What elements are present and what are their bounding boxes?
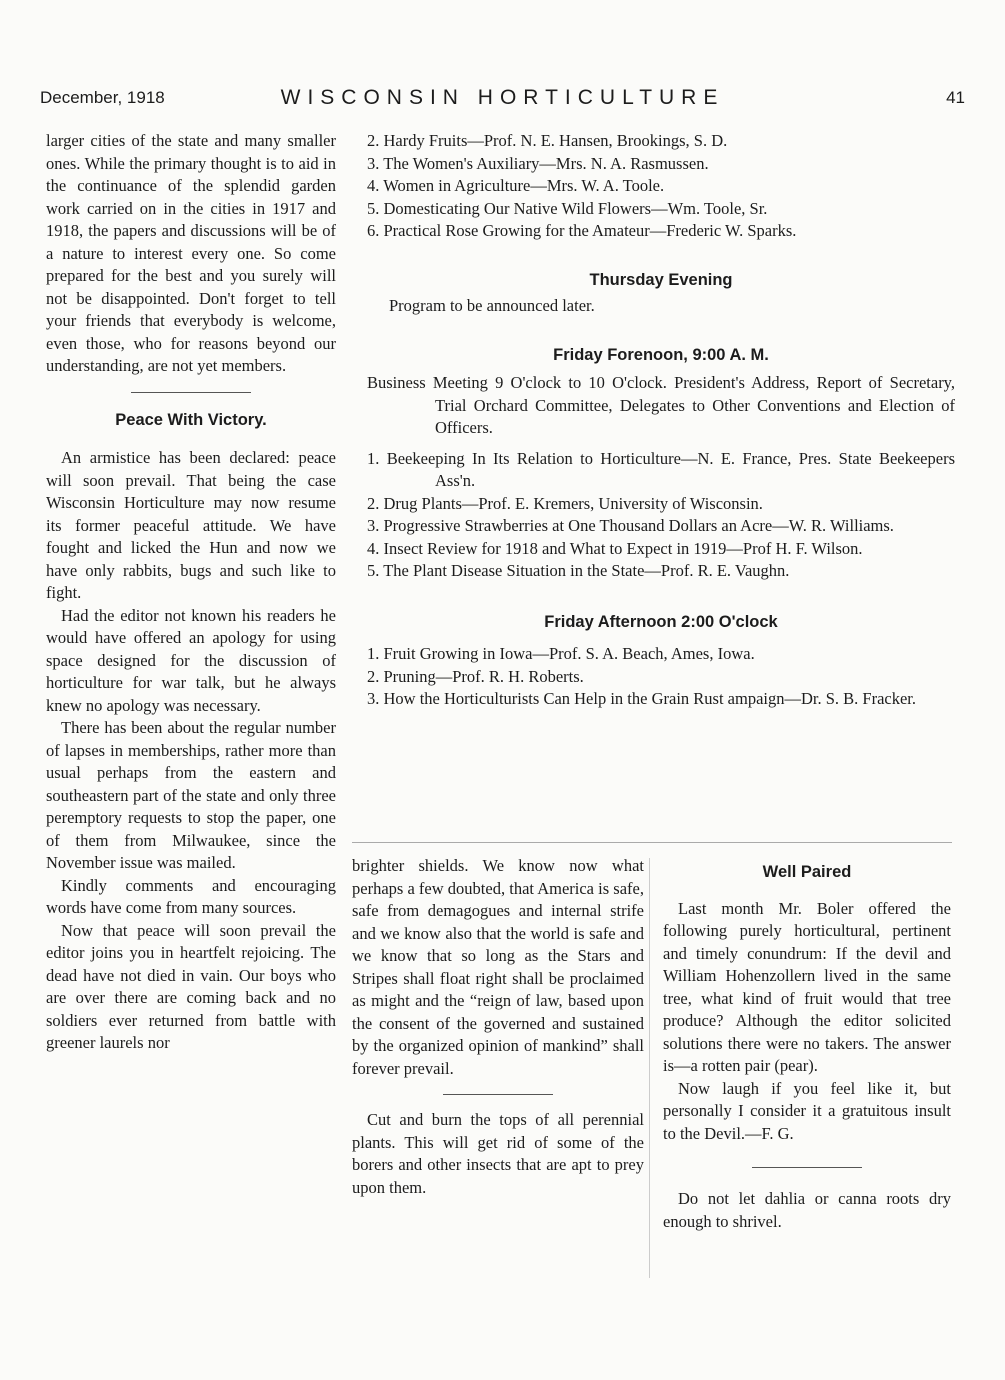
well-paired-heading: Well Paired (762, 863, 852, 881)
page-number: 41 (946, 88, 965, 107)
tip-paragraph: Cut and burn the tops of all perennial plants. This will get rid of some of the borers and other insects that are apt to prey upon them. (352, 1110, 644, 1197)
program-item: 5. The Plant Disease Situation in the State—Prof. R. E. Vaughn. (367, 561, 790, 580)
peace-paragraph: Now that peace will soon prevail the editor joins you in heartfelt rejoicing. The dead have not died in vain. Our boys who are over there are coming back and no soldiers ever returned from battle with greener laurels nor (46, 920, 336, 1052)
right-column (663, 855, 951, 1233)
program-item: 4. Insect Review for 1918 and What to Expect in 1919—Prof H. F. Wilson. (367, 538, 863, 558)
page-header (40, 88, 965, 114)
friday-forenoon-heading: Friday Forenoon, 9:00 A. M. (553, 345, 769, 364)
peace-paragraph: An armistice has been declared: peace will soon prevail. That being the case Wisconsin Horticulture may now resume its former peaceful attitude. We have fought and licked the Hun and now we have only rabbits, bugs and such like to fight. (46, 448, 336, 602)
divider (752, 1167, 862, 1168)
section-divider (352, 842, 952, 843)
peace-paragraph: There has been about the regular number of lapses in memberships, rather more than usual perhaps from the eastern and southeastern part of the state and only three peremptory requests to stop the paper, one of them from Milwaukee, since the November issue was mailed. (46, 718, 336, 872)
program-item: 1. Fruit Growing in Iowa—Prof. S. A. Beach, Ames, Iowa. (367, 644, 755, 663)
intro-paragraph: larger cities of the state and many smaller ones. While the primary thought is to aid in the continuance of the splendid garden work carried on in the cities in 1917 and 1918, the papers and discussions will be of a nature to interest every one. So come prepared for the best and you surely will not be disappointed. Don't forget to tell your friends that everybody is welcome, even those, who for reasons beyond our understanding, are not yet members. (46, 131, 336, 375)
column-divider (649, 858, 650, 1278)
journal-title: WISCONSIN HORTICULTURE (280, 86, 725, 109)
well-paired-paragraph: Now laugh if you feel like it, but personally I consider it a gratuitous insult to the Devil.—F. G. (663, 1078, 951, 1143)
left-column (46, 130, 336, 1055)
thursday-evening-heading: Thursday Evening (589, 270, 733, 289)
well-paired-paragraph: Last month Mr. Boler offered the following purely horticultural, pertinent and timely conundrum: If the devil and William Hohenzollern lived in the same tree, what kind of fruit would that tree produce? Although the editor solicited solutions there were no takers. The answer is—a rotten pair (pear). (663, 898, 951, 1075)
divider (131, 392, 251, 393)
program-item: 2. Hardy Fruits—Prof. N. E. Hansen, Brookings, S. D. (367, 131, 728, 150)
program-section (367, 130, 955, 711)
program-item: 4. Women in Agriculture—Mrs. W. A. Toole. (367, 176, 665, 195)
peace-paragraph: Kindly comments and encouraging words have come from many sources. (46, 875, 336, 917)
thursday-program-list (367, 130, 955, 243)
tip-paragraph: Do not let dahlia or canna roots dry enough to shrivel. (663, 1189, 951, 1231)
thursday-evening-text: Program to be announced later. (389, 296, 595, 315)
program-item: 3. How the Horticulturists Can Help in the Grain Rust ampaign—Dr. S. B. Fracker. (367, 689, 917, 708)
program-item: 5. Domesticating Our Native Wild Flowers—Wm. Toole, Sr. (367, 198, 768, 218)
peace-heading: Peace With Victory. (115, 410, 267, 429)
program-item: 6. Practical Rose Growing for the Amateur—Frederic W. Sparks. (367, 221, 797, 240)
program-item: 1. Beekeeping In Its Relation to Horticulture—N. E. France, Pres. State Beekeepers Ass'n. (367, 448, 955, 490)
program-item: 3. Progressive Strawberries at One Thousand Dollars an Acre—W. R. Williams. (367, 516, 894, 535)
program-item: 2. Drug Plants—Prof. E. Kremers, University of Wisconsin. (367, 493, 763, 513)
peace-paragraph: Had the editor not known his readers he would have offered an apology for using space designed for the discussion of horticulture for war talk, but he always knew no apology was necessary. (46, 605, 336, 715)
friday-forenoon-list (367, 448, 955, 583)
issue-date: December, 1918 (40, 88, 165, 107)
program-item: 3. The Women's Auxiliary—Mrs. N. A. Rasmussen. (367, 153, 709, 173)
friday-afternoon-list (367, 643, 955, 711)
middle-column (352, 855, 644, 1199)
program-item: 2. Pruning—Prof. R. H. Roberts. (367, 666, 584, 686)
friday-afternoon-heading: Friday Afternoon 2:00 O'clock (544, 612, 778, 631)
continuation-paragraph: brighter shields. We know now what perhaps a few doubted, that America is safe, safe from demagogues and internal strife and we know also that the world is safe and we know that so long as the Stars and Stripes shall float right shall be proclaimed as might and the “reign of law, based upon the consent of the governed and sustained by the organized opinion of mankind” shall forever prevail. (352, 856, 644, 1078)
divider (443, 1094, 553, 1095)
business-meeting: Business Meeting 9 O'clock to 10 O'clock. President's Address, Report of Secretary, Trial Orchard Committee, Delegates to Other Conventions and Election of Officers. (367, 373, 955, 437)
